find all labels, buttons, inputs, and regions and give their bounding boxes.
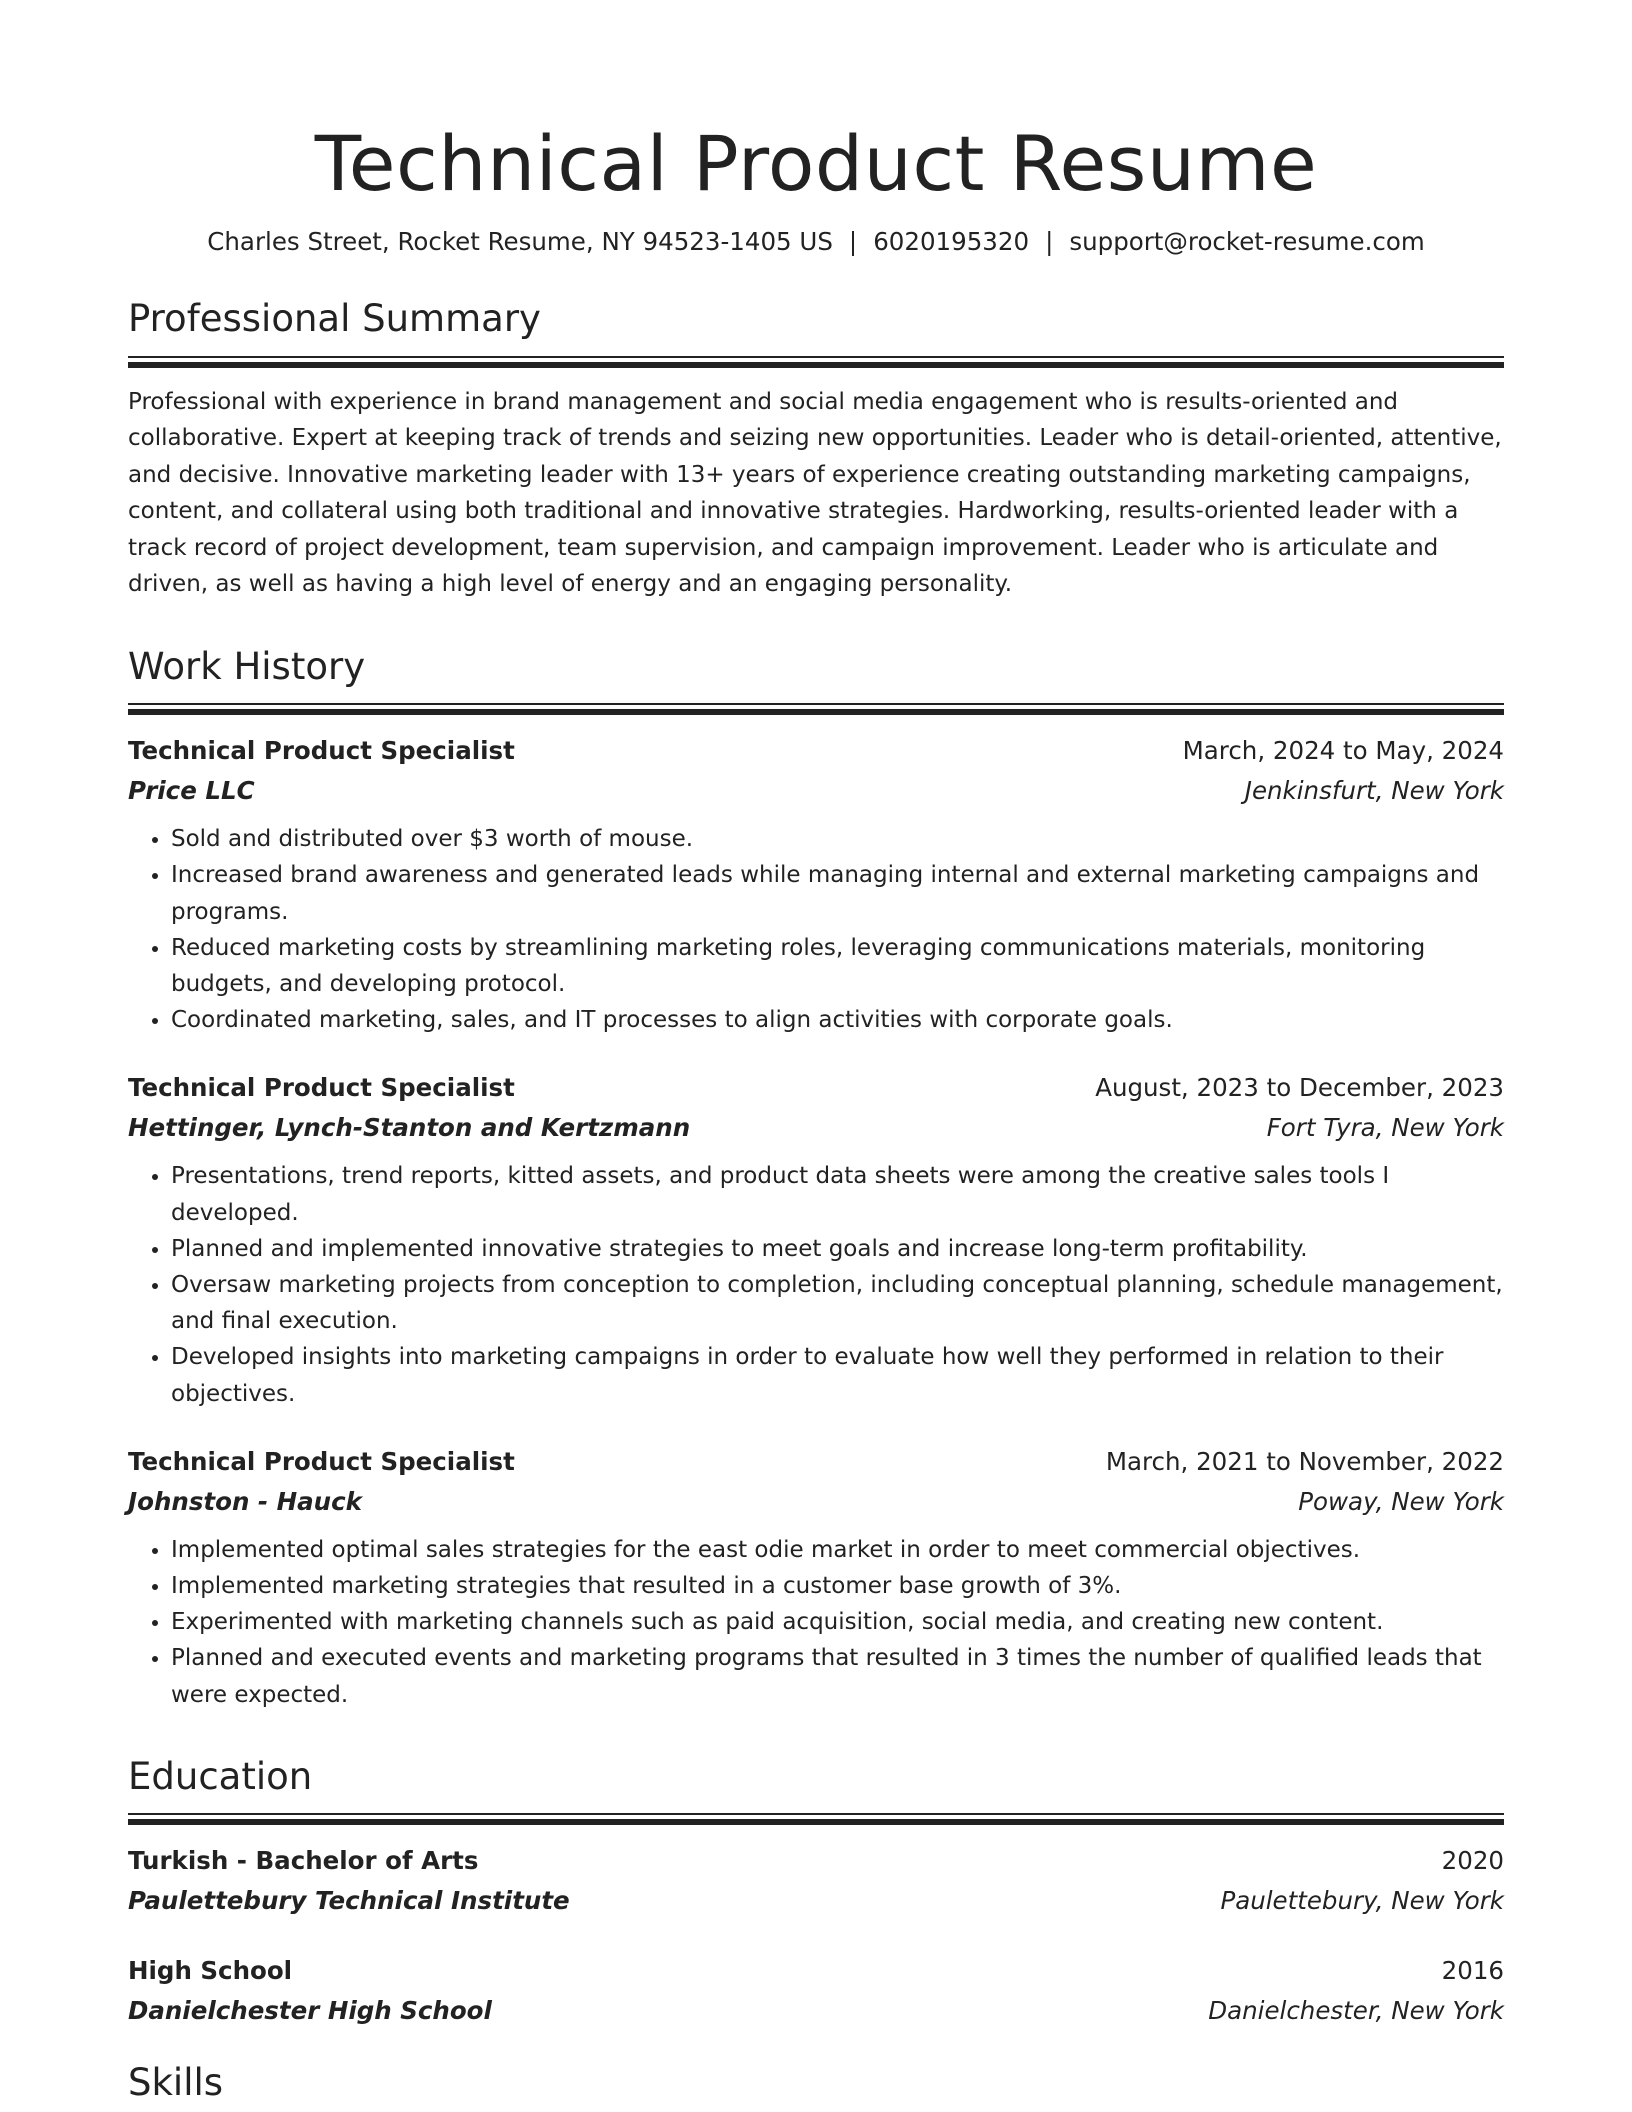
work-history-heading: Work History bbox=[128, 644, 366, 688]
job-dates: March, 2021 to November, 2022 bbox=[1105, 1446, 1504, 1476]
job-employer: Johnston - Hauck bbox=[128, 1486, 362, 1516]
education-subheader bbox=[128, 1881, 1504, 1921]
job-subheader bbox=[128, 1108, 1504, 1148]
job-bullet: • Implemented marketing strategies that resulted in a customer base growth of 3%. bbox=[171, 1568, 1504, 1604]
section-divider bbox=[128, 703, 1504, 715]
contact-separator: | bbox=[1045, 226, 1054, 256]
education-degree: Turkish - Bachelor of Arts bbox=[128, 1846, 479, 1876]
education-entry bbox=[128, 1951, 1504, 2031]
job-bullet: • Developed insights into marketing campaigns in order to evaluate how well they performed in relation to their objectives. bbox=[171, 1339, 1504, 1411]
job-bullet: • Coordinated marketing, sales, and IT processes to align activities with corporate goals. bbox=[171, 1002, 1504, 1038]
job-bullet: • Sold and distributed over $3 worth of mouse. bbox=[171, 821, 1504, 857]
job-bullets bbox=[128, 821, 1504, 1038]
job-dates: March, 2024 to May, 2024 bbox=[1182, 736, 1504, 766]
job-location: Fort Tyra, New York bbox=[1266, 1113, 1504, 1143]
education-entry bbox=[128, 1841, 1504, 1921]
summary-heading: Professional Summary bbox=[128, 297, 541, 341]
education-year: 2016 bbox=[1441, 1956, 1504, 1986]
job-title: Technical Product Specialist bbox=[128, 1073, 515, 1103]
education-location: Danielchester, New York bbox=[1208, 1996, 1504, 2026]
job-dates: August, 2023 to December, 2023 bbox=[1095, 1073, 1504, 1103]
job-bullet: • Oversaw marketing projects from conception to completion, including conceptual planning, schedule management, and final execution. bbox=[171, 1267, 1504, 1339]
job-bullets bbox=[128, 1532, 1504, 1713]
education-subheader bbox=[128, 1991, 1504, 2031]
job-bullet: • Planned and executed events and marketing programs that resulted in 3 times the number of qualified leads that were expected. bbox=[171, 1640, 1504, 1712]
job-subheader bbox=[128, 771, 1504, 811]
education-location: Paulettebury, New York bbox=[1220, 1886, 1504, 1916]
skills-section bbox=[128, 2061, 1504, 2105]
job-subheader bbox=[128, 1482, 1504, 1522]
job-title: Technical Product Specialist bbox=[128, 1446, 515, 1476]
education-school: Danielchester High School bbox=[128, 1996, 492, 2026]
job-bullet: • Presentations, trend reports, kitted assets, and product data sheets were among the creative sales tools I developed. bbox=[171, 1158, 1504, 1230]
education-heading: Education bbox=[128, 1754, 313, 1798]
job-entry bbox=[128, 1068, 1504, 1411]
education-degree: High School bbox=[128, 1956, 293, 1986]
job-title: Technical Product Specialist bbox=[128, 736, 515, 766]
summary-section bbox=[128, 297, 1504, 602]
education-header bbox=[128, 1951, 1504, 1991]
job-bullet: • Planned and implemented innovative strategies to meet goals and increase long-term profitability. bbox=[171, 1231, 1504, 1267]
job-bullet: • Increased brand awareness and generated leads while managing internal and external marketing campaigns and programs. bbox=[171, 857, 1504, 929]
education-header bbox=[128, 1841, 1504, 1881]
section-divider bbox=[128, 356, 1504, 368]
job-header bbox=[128, 1442, 1504, 1482]
contact-separator: | bbox=[848, 226, 858, 256]
education-section bbox=[128, 1755, 1504, 2031]
contact-line bbox=[128, 226, 1504, 258]
work-history-section bbox=[128, 645, 1504, 1713]
resume-name: Technical Product Resume bbox=[314, 119, 1318, 208]
skills-heading: Skills bbox=[128, 2061, 224, 2105]
contact-phone: 6020195320 bbox=[873, 226, 1030, 256]
job-header bbox=[128, 731, 1504, 771]
job-employer: Price LLC bbox=[128, 776, 255, 806]
job-entry bbox=[128, 731, 1504, 1038]
contact-address: Charles Street, Rocket Resume, NY 94523-1405 US bbox=[207, 226, 833, 256]
job-entry bbox=[128, 1442, 1504, 1713]
job-employer: Hettinger, Lynch-Stanton and Kertzmann bbox=[128, 1113, 691, 1143]
education-school: Paulettebury Technical Institute bbox=[128, 1886, 570, 1916]
job-location: Poway, New York bbox=[1298, 1486, 1504, 1516]
contact-email: support@rocket-resume.com bbox=[1069, 226, 1425, 256]
job-bullets bbox=[128, 1158, 1504, 1411]
job-bullet: • Implemented optimal sales strategies for the east odie market in order to meet commercial objectives. bbox=[171, 1532, 1504, 1568]
section-divider bbox=[128, 1813, 1504, 1825]
job-bullet: • Experimented with marketing channels such as paid acquisition, social media, and creating new content. bbox=[171, 1604, 1504, 1640]
summary-text: Professional with experience in brand management and social media engagement who is results-oriented and collaborative. Expert at keeping track of trends and seizing new opportunities. Leader who is detail-oriented, attentive, and decisive. Innovative marketing leader with 13+ years of experience creating outstanding marketing campaigns, content, and collateral using both traditional and innovative strategies. Hardworking, results-oriented leader with a track record of project development, team supervision, and campaign improvement. Leader who is articulate and driven, as well as having a high level of energy and an engaging personality. bbox=[128, 388, 1502, 598]
job-bullet: • Reduced marketing costs by streamlining marketing roles, leveraging communications materials, monitoring budgets, and developing protocol. bbox=[171, 930, 1504, 1002]
education-year: 2020 bbox=[1441, 1846, 1504, 1876]
job-location: Jenkinsfurt, New York bbox=[1244, 776, 1504, 806]
job-header bbox=[128, 1068, 1504, 1108]
